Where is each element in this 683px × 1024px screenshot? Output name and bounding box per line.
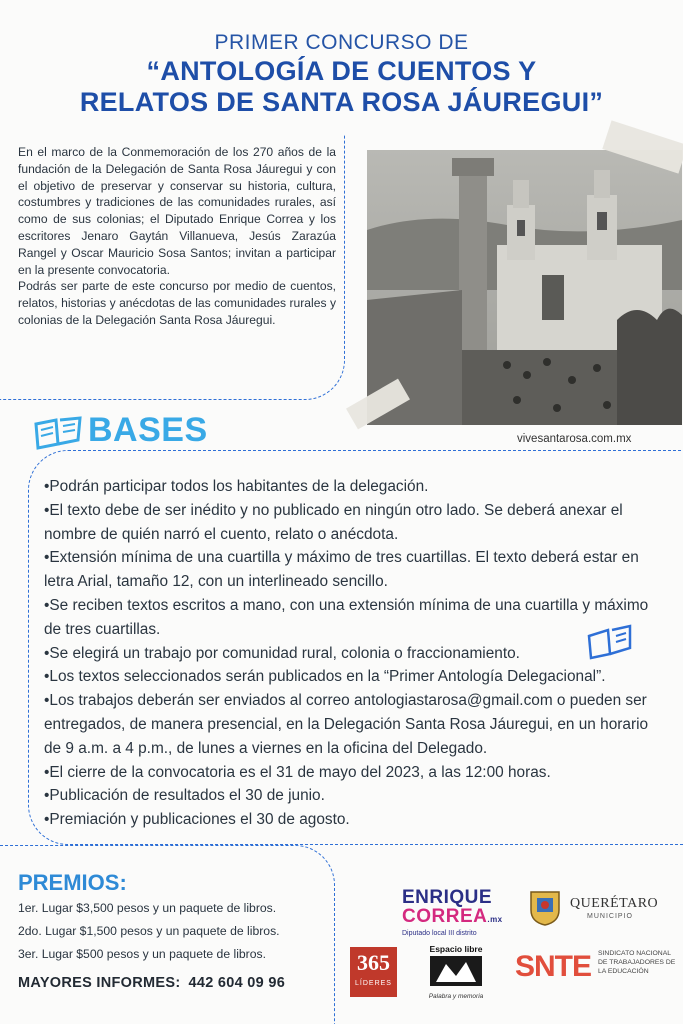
premios-title: PREMIOS:	[18, 870, 127, 895]
contact-label: MAYORES INFORMES:	[18, 975, 181, 991]
poster-header	[0, 30, 683, 118]
prize-item: 3er. Lugar $500 pesos y un paquete de libros.	[18, 947, 266, 961]
intro-text	[18, 144, 336, 329]
enrique-correa-logo	[402, 888, 503, 937]
rule-item: •Premiación y publicaciones el 30 de agosto.	[44, 811, 350, 829]
bases-rules-list	[44, 475, 654, 832]
espacio-libre-logo	[420, 944, 492, 1002]
prize-item: 1er. Lugar $3,500 pesos y un paquete de libros.	[18, 901, 277, 915]
rule-item: •Se reciben textos escritos a mano, con una extensión mínima de una cuartilla y máximo de tres cuartillas.	[44, 596, 649, 638]
rule-item: •Los trabajos deberán ser enviados al correo antologiastarosa@gmail.com o pueden ser entregados, de manera presencial, en la Delegación Santa Rosa Jáuregui, en un horario de 9 a.m. a 4 p.m., de lunes a viernes en la oficina del Delegado.	[44, 692, 649, 757]
photo-credit: vivesantarosa.com.mx	[517, 433, 632, 445]
intro-paragraph-1: En el marco de la Conmemoración de los 270 años de la fundación de la Delegación de Santa Rosa Jáuregui y con el objetivo de preservar y conservar su historia, cultura, costumbres y tradiciones de las comunidades rurales, así como de sus colonias; el Diputado Enrique Correa y los escritores Jenaro Gaytán Villanueva, Jesús Zarazúa Rangel y Oscar Mauricio Sosa Santos; invitan a participar en la presente convocatoria.	[18, 145, 336, 277]
prize-item: 2do. Lugar $1,500 pesos y un paquete de libros.	[18, 924, 280, 938]
rule-item: •Publicación de resultados el 30 de junio.	[44, 787, 325, 805]
bases-title: BASES	[88, 411, 208, 449]
queretaro-seal-icon	[527, 888, 563, 926]
365-lideres-logo	[350, 947, 397, 997]
rule-item: •El texto debe de ser inédito y no publicado en ningún otro lado. Se deberá anexar el nombre de quién narró el cuento, relato o anécdota.	[44, 501, 623, 543]
contact-phone: 442 604 09 96	[188, 975, 286, 991]
365-text: LÍDERES	[355, 980, 392, 987]
queretaro-sub: MUNICIPIO	[587, 913, 633, 920]
enrique-logo-line2: CORREA.mx	[402, 906, 503, 927]
intro-paragraph-2: Podrás ser parte de este concurso por medio de cuentos, relatos, historias y anécdotas de las comunidades rurales y colonias de la Delegación Santa Rosa Jáuregui.	[18, 279, 336, 327]
rule-item: •Los textos seleccionados serán publicados en la “Primer Antología Delegacional”.	[44, 668, 606, 686]
rule-item: •Podrán participar todos los habitantes de la delegación.	[44, 478, 429, 495]
espacio-slogan: Palabra y memoria	[428, 993, 484, 1000]
rule-item: •Se elegirá un trabajo por comunidad rural, colonia o fraccionamiento.	[44, 644, 520, 662]
rule-item: •El cierre de la convocatoria es el 31 de mayo del 2023, a las 12:00 horas.	[44, 763, 551, 781]
snte-fullname: SINDICATO NACIONAL DE TRABAJADORES DE LA EDUCACIÓN	[598, 950, 676, 975]
snte-wordmark: SNTE	[515, 950, 592, 983]
contact-info	[18, 975, 285, 991]
enrique-logo-subtitle: Diputado local III distrito	[402, 930, 477, 937]
enrique-logo-line1: ENRIQUE	[402, 887, 493, 908]
header-line-3: RELATOS DE SANTA ROSA JÁUREGUI”	[79, 87, 604, 117]
snte-logo	[515, 950, 675, 990]
historic-church-photo	[367, 150, 682, 425]
open-book-icon	[586, 624, 634, 660]
espacio-title: Espacio libre	[429, 944, 483, 954]
open-book-icon	[32, 414, 84, 452]
365-number: 365	[357, 950, 390, 975]
header-line-1: PRIMER CONCURSO DE	[214, 31, 469, 54]
espacio-emblem-icon	[426, 954, 486, 988]
queretaro-name: QUERÉTARO	[570, 896, 659, 911]
queretaro-municipio-logo	[527, 888, 657, 928]
header-line-2: “ANTOLOGÍA DE CUENTOS Y	[146, 56, 537, 86]
rule-item: •Extensión mínima de una cuartilla y máximo de tres cuartillas. El texto deberá estar en letra Arial, tamaño 12, con un interlineado sencillo.	[44, 549, 639, 591]
